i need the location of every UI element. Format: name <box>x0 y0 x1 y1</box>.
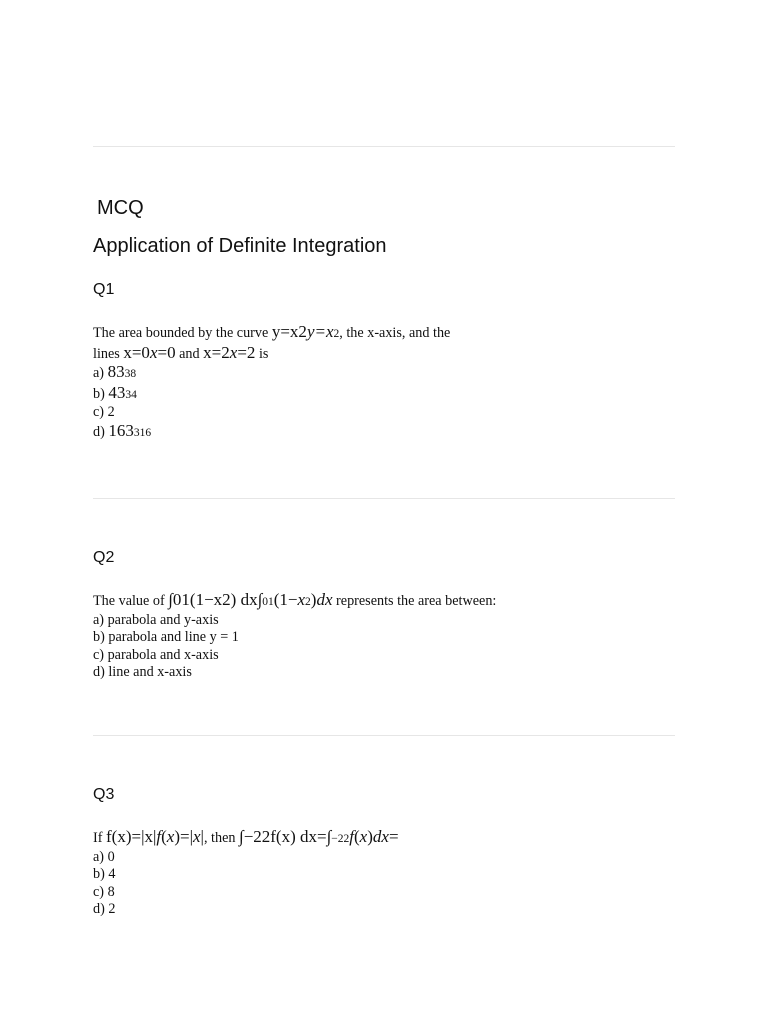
q1-stem-text-end: , the x-axis, and the <box>339 325 451 341</box>
q3-math-small: −2 <box>331 833 344 845</box>
q3-math: ) <box>367 827 373 846</box>
q3-math-italic: x <box>193 827 201 846</box>
q2-option-d: d) line and x-axis <box>93 664 192 680</box>
option-math: 43 <box>108 382 126 402</box>
q1-stem-text-end: is <box>255 345 269 362</box>
q3-math: ∫−22f(x) dx=∫ <box>239 827 332 846</box>
option-prefix: b) <box>93 385 109 402</box>
option-math-small: 38 <box>124 368 137 380</box>
q3-option-b: b) 4 <box>93 866 116 882</box>
option-value: 2 <box>107 404 115 420</box>
q1-math: x=0 <box>123 342 150 362</box>
section-label: MCQ <box>97 197 144 219</box>
q3-stem-text: If <box>93 830 106 846</box>
q1-math: y=x2 <box>271 322 307 341</box>
option-math: 163 <box>108 420 134 440</box>
q3-stem <box>93 828 399 849</box>
q3-option-c: c) 8 <box>93 883 115 900</box>
q2-math: (1− <box>273 590 298 609</box>
q1-stem-line2 <box>93 344 450 364</box>
q3-stem-text: , then <box>203 830 240 846</box>
q1-option-b <box>93 384 450 405</box>
q2-option-c: c) parabola and x-axis <box>93 646 219 663</box>
q1-stem-text: and <box>175 345 204 362</box>
q3-math: )=| <box>174 827 193 846</box>
q2-stem-text-end: represents the area between: <box>332 593 497 609</box>
q3-option-a: a) 0 <box>93 848 115 865</box>
q1-math: =2 <box>237 342 256 362</box>
question-number-q1: Q1 <box>93 281 115 298</box>
q1-stem-line1 <box>93 323 450 344</box>
separator-top <box>93 146 675 147</box>
q2-option-b: b) parabola and line y = 1 <box>93 629 239 645</box>
q3-math-italic: f <box>349 827 354 846</box>
q2-math-italic: x <box>297 590 306 609</box>
option-prefix: d) <box>93 423 109 440</box>
question-number-q3: Q3 <box>93 786 115 803</box>
q2-stem-text: The value of <box>93 593 169 609</box>
q3-option-d: d) 2 <box>93 901 116 917</box>
q3-math-italic: f <box>156 827 162 846</box>
q2-math-small: 0 <box>262 596 268 608</box>
question-q1 <box>93 323 450 442</box>
q2-math-small: 2 <box>305 596 311 608</box>
option-prefix: c) <box>93 404 108 420</box>
separator-q2-q3 <box>93 735 675 736</box>
q2-math: ∫01(1−x2) dx∫ <box>168 590 263 609</box>
q3-math: f(x)=|x| <box>106 827 157 846</box>
q1-math-italic: x <box>229 342 238 362</box>
q2-math-italic: dx <box>316 590 333 609</box>
q3-math-italic: x <box>359 827 368 846</box>
question-number-q2: Q2 <box>93 549 115 566</box>
q1-math-italic: x <box>149 342 158 362</box>
separator-q1-q2 <box>93 498 675 499</box>
q1-stem-text: The area bounded by the curve <box>93 325 272 341</box>
question-q2 <box>93 591 496 682</box>
q1-option-d <box>93 422 450 443</box>
option-math: 83 <box>107 362 125 381</box>
q1-math-small: 2 <box>333 328 340 340</box>
q1-stem-text: lines <box>93 345 124 362</box>
q1-math-italic: y=x <box>306 322 334 341</box>
q2-math-small: 1 <box>267 596 274 608</box>
q1-math: x=2 <box>203 342 230 362</box>
option-math-small: 34 <box>125 388 137 401</box>
option-math-small: 316 <box>133 426 152 439</box>
q3-math: = <box>388 827 399 846</box>
page-title: Application of Definite Integration <box>93 235 387 257</box>
q2-option-a: a) parabola and y-axis <box>93 611 219 628</box>
q3-math-italic: dx <box>372 827 389 846</box>
q2-math: ) <box>310 590 317 609</box>
q2-stem <box>93 591 496 612</box>
q3-math: | <box>200 827 204 846</box>
question-q3 <box>93 828 399 919</box>
q3-math-italic: x <box>166 827 175 846</box>
q3-math: ( <box>354 827 360 846</box>
q3-math-small: 2 <box>343 833 350 845</box>
q1-option-c <box>93 404 450 422</box>
q1-math: =0 <box>157 342 176 362</box>
option-prefix: a) <box>93 365 108 381</box>
q3-math: ( <box>161 827 167 846</box>
q1-option-a <box>93 363 450 384</box>
